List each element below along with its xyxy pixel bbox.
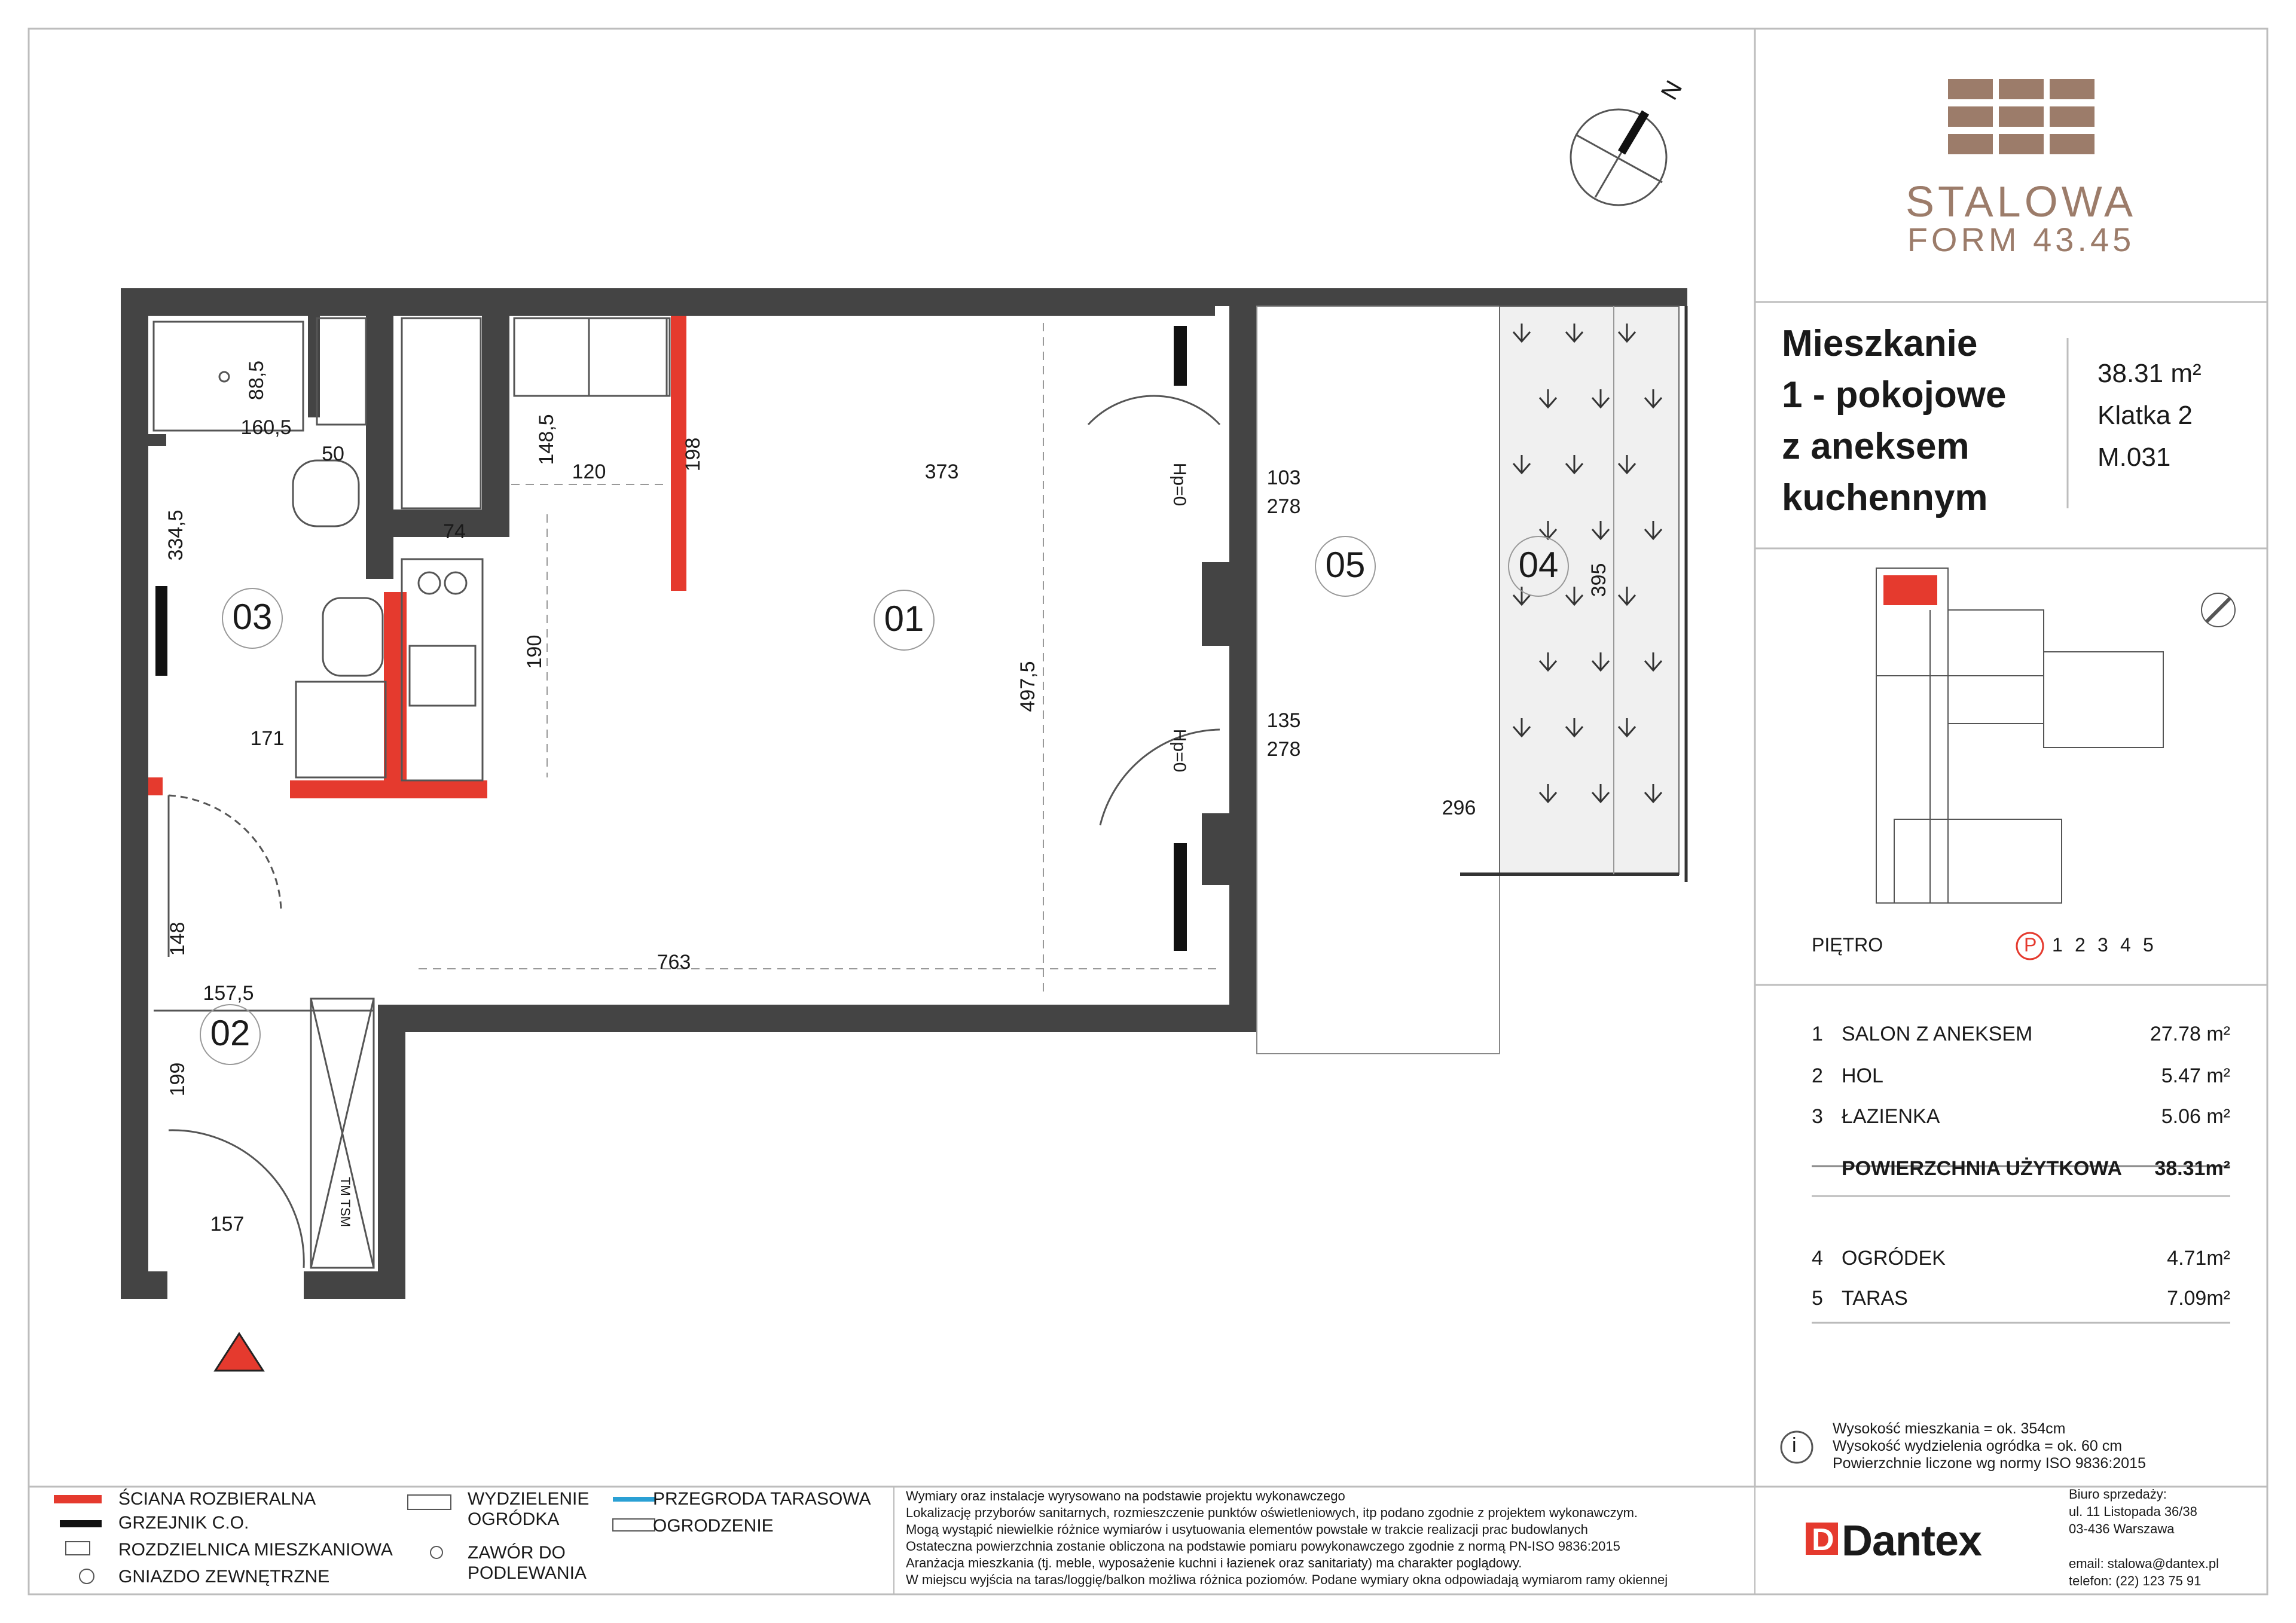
room-number-01: 01	[884, 599, 924, 639]
contact-info	[2069, 1555, 2219, 1590]
dimension-label: 88,5	[245, 360, 268, 401]
legend-label: PRZEGRODA TARASOWA	[653, 1489, 871, 1509]
radiator-icon	[60, 1520, 102, 1527]
page-frame	[29, 29, 2267, 1594]
legend-label: WYDZIELENIE OGRÓDKA	[468, 1489, 590, 1529]
dimension-label: 157,5	[203, 982, 254, 1005]
dantex-logo-icon	[1806, 1523, 1838, 1557]
kitchen-fixtures	[402, 318, 670, 780]
floor-item-2[interactable]: 2	[2075, 934, 2086, 956]
apartment-area: 38.31 m²	[2097, 359, 2202, 388]
dimension-label: 135	[1266, 709, 1301, 732]
apartment-staircase: Klatka 2	[2097, 401, 2193, 430]
room-number-02: 02	[210, 1013, 251, 1053]
phone-link[interactable]: telefon: (22) 123 75 91	[2069, 1573, 2202, 1588]
dimension-label: 296	[1442, 797, 1476, 819]
dimension-label: 74	[443, 520, 466, 543]
title-line-4: kuchennym	[1782, 477, 1988, 518]
minimap-apartment-marker	[1883, 575, 1937, 605]
info-letter: i	[1792, 1434, 1797, 1457]
building-minimap	[1876, 568, 2235, 903]
legend-label: GNIAZDO ZEWNĘTRZNE	[118, 1567, 330, 1587]
dimension-label: 395	[1587, 563, 1610, 597]
floor-item-4[interactable]: 4	[2120, 934, 2131, 956]
removable-walls	[148, 316, 686, 798]
dimension-label: 148,5	[535, 414, 558, 465]
legend-label: ROZDZIELNICA MIESZKANIOWA	[118, 1540, 393, 1560]
bathroom-fixtures	[154, 318, 481, 1011]
dimension-label: 103	[1266, 466, 1301, 489]
room-number-04: 04	[1518, 545, 1559, 585]
dimension-label: 190	[523, 634, 546, 669]
floor-item-1[interactable]: 1	[2052, 934, 2063, 956]
dimension-label: 157	[210, 1213, 245, 1235]
meter-icon	[66, 1542, 90, 1555]
entrance-marker-icon	[215, 1334, 263, 1371]
dimension-label: 334,5	[164, 510, 187, 561]
room-number-05: 05	[1325, 545, 1366, 585]
dimension-label: 497,5	[1016, 661, 1039, 712]
floor-item-3[interactable]: 3	[2097, 934, 2108, 956]
heights-note: Wysokość mieszkania = ok. 354cm Wysokość wydzielenia ogródka = ok. 60 cm Powierzchnie liczone wg normy ISO 9836:2015	[1833, 1420, 2146, 1472]
meter-label: TM TSM	[338, 1177, 353, 1227]
compass-north-label: N	[1656, 76, 1688, 105]
disclaimer: Wymiary oraz instalacje wyrysowano na podstawie projektu wykonawczego Lokalizację przyborów sanitarnych, rozmieszczenie punktów oświetleniowych, itp podano zgodnie z projektem wykonawczym. Mogą wystąpić niewielkie różnice wymiarów i usytuowania elementów powstałe w trakcie realizacji prac budowlanych Ostateczna powierzchnia zostanie obliczona na podstawie pomiaru powykonawczego zgodnie z normą PN-ISO 9836:2015 Aranżacja mieszkania (tj. meble, wyposażenie kuchni i łazienek oraz sanitariaty) ma charakter poglądowy. W miejscu wyjścia na taras/loggię/balkon możliwa różnica poziomów. Podane wymiary okna odpowiadają wymiarom ramy okiennej	[906, 1488, 1668, 1587]
outlet-icon	[80, 1569, 94, 1584]
legend-label: GRZEJNIK C.O.	[118, 1513, 249, 1533]
dimension-label: 373	[924, 460, 959, 483]
dimension-label: 120	[572, 460, 606, 483]
dimension-label: 171	[250, 727, 285, 750]
floor-item-p[interactable]: P	[2024, 934, 2037, 956]
info-icon	[1781, 1432, 1812, 1463]
legend-label: ZAWÓR DO PODLEWANIA	[468, 1543, 587, 1583]
door-threshold-label: Hp=0	[1170, 728, 1189, 773]
apartment-info	[2097, 353, 2202, 478]
title-line-3: z aneksem	[1782, 426, 1970, 467]
brand-logo-icon	[1948, 79, 2095, 154]
legend-label: OGRODZENIE	[653, 1516, 774, 1536]
dimension-label: 148	[166, 922, 189, 956]
dimension-label: 160,5	[240, 416, 292, 439]
room-number-03: 03	[232, 597, 273, 637]
email-link[interactable]: email: stalowa@dantex.pl	[2069, 1556, 2219, 1571]
fence-icon	[613, 1519, 655, 1531]
compass-icon	[1571, 76, 1687, 205]
brand-name-line2: FORM 43.45	[1907, 221, 2135, 258]
blue-partition-icon	[613, 1497, 655, 1502]
floor-item-5[interactable]: 5	[2143, 934, 2154, 956]
sales-office: Biuro sprzedaży: ul. 11 Listopada 36/38 03-436 Warszawa	[2069, 1487, 2197, 1536]
legend-label: ŚCIANA ROZBIERALNA	[118, 1489, 316, 1509]
title-line-1: Mieszkanie	[1782, 323, 1978, 364]
svg-text:D: D	[1812, 1523, 1834, 1557]
red-wall-icon	[54, 1495, 102, 1503]
floor-label: PIĘTRO	[1812, 934, 1883, 956]
dimension-label: 199	[166, 1062, 189, 1097]
door-threshold-label: Hp=0	[1170, 462, 1189, 507]
developer-logo-text: Dantex	[1842, 1517, 1982, 1565]
garden-box-icon	[408, 1495, 451, 1509]
dimension-label: 198	[682, 437, 704, 472]
closet	[311, 999, 374, 1268]
dimension-label: 278	[1266, 495, 1301, 518]
apartment-unit: M.031	[2097, 443, 2171, 472]
title-line-2: 1 - pokojowe	[1782, 374, 2007, 416]
brand-name-line1: STALOWA	[1905, 178, 2137, 226]
dimension-label: 763	[657, 951, 691, 974]
dimension-label: 278	[1266, 738, 1301, 761]
apartment-title	[1782, 318, 2006, 524]
dimension-label: 50	[322, 443, 344, 465]
valve-icon	[430, 1546, 442, 1558]
